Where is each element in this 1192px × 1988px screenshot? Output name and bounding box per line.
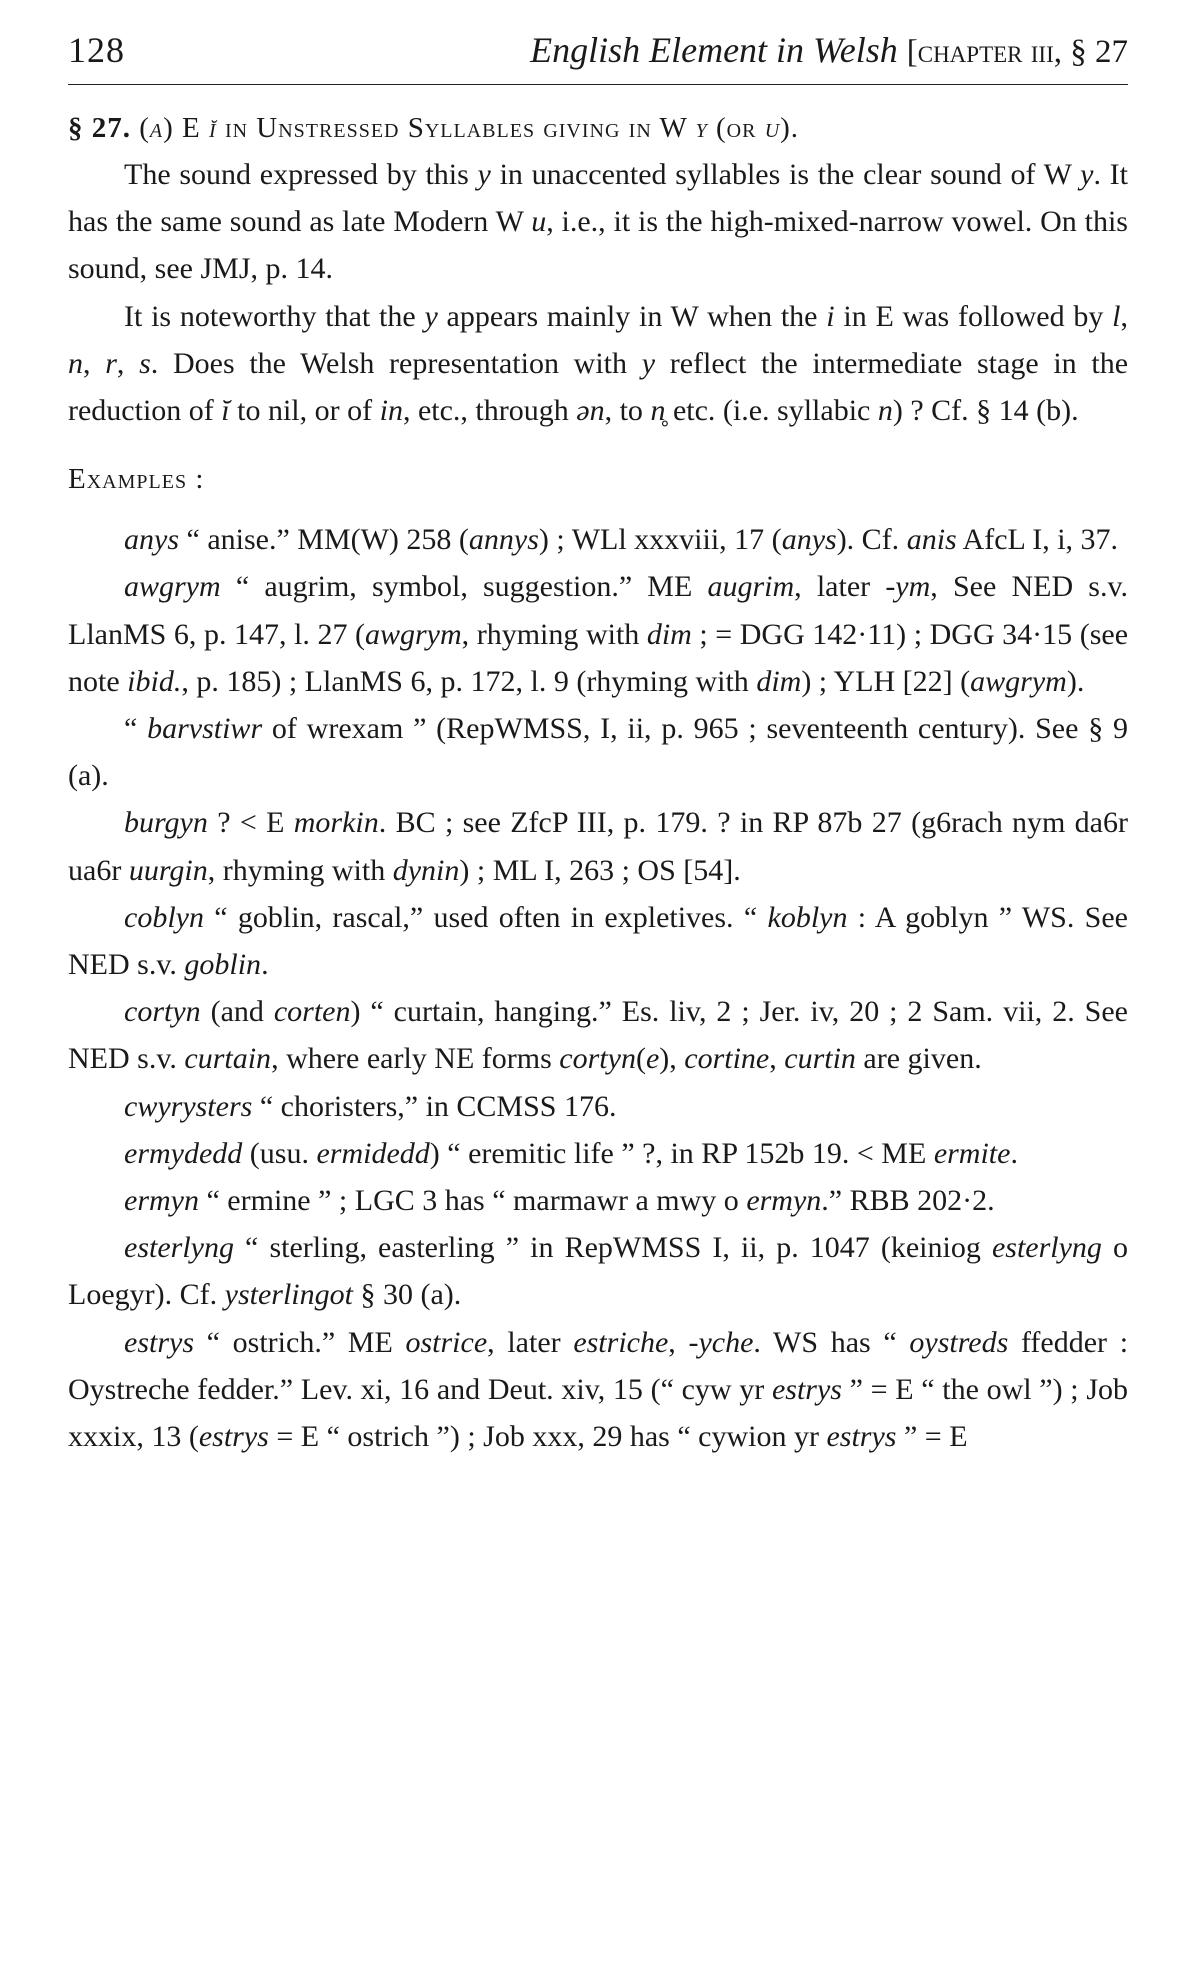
example-entry-awgrym: awgrym “ augrim, symbol, suggestion.” ME augrim, later -ym, See NED s.v. LlanMS 6, p. 147, l. 27 (awgrym, rhyming with dim ; = DGG 142·11) ; DGG 34·15 (see note ibid., p. 185) ; LlanMS 6, p. 172, l. 9 (rhyming with dim) ; YLH [22] (awgrym). bbox=[68, 570, 1129, 698]
chapter-reference: [chapter iii, § 27 bbox=[906, 34, 1128, 70]
example-entry-cwyrysters: cwyrysters “ choristers,” in CCMSS 176. bbox=[124, 1089, 617, 1123]
example-entry-estrys: estrys “ ostrich.” ME ostrice, later estriche, -yche. WS has “ oystreds ffedder : Oystreche fedder.” Lev. xi, 16 and Deut. xiv, 15 (“ cyw yr estrys ” = E “ the owl ”) ; Job xxxix, 13 (estrys = E “ ostrich ”) ; Job xxx, 29 has “ cywion yr estrys ” = E bbox=[68, 1325, 1129, 1454]
example-entry-cortyn: cortyn (and corten) “ curtain, hanging.” Es. liv, 2 ; Jer. iv, 20 ; 2 Sam. vii, 2. See NED s.v. curtain, where early NE forms cortyn(e), cortine, curtin are given. bbox=[68, 995, 1128, 1076]
example-entry-barvstiwr: “ barvstiwr of wrexam ” (RepWMSS, I, ii, p. 965 ; seventeenth century). See § 9 (a). bbox=[68, 712, 1128, 793]
intro-paragraph: The sound expressed by this y in unaccented syllables is the clear sound of W y. It has the same sound as late Modern W u, i.e., it is the high-mixed-narrow vowel. On this sound, see JMJ, p. 14. bbox=[68, 158, 1128, 286]
example-entry-esterlyng: esterlyng “ sterling, easterling ” in RepWMSS I, ii, p. 1047 (keiniog esterlyng o Loegyr). Cf. ysterlingot § 30 (a). bbox=[68, 1231, 1129, 1312]
example-entries bbox=[68, 516, 1128, 1460]
intro-paragraph: It is noteworthy that the y appears mainly in W when the i in E was followed by l, n, r, s. Does the Welsh representation with y reflect the intermediate stage in the reduction of ĭ to nil, or of in, etc., through ən, to n̥ etc. (i.e. syllabic n) ? Cf. § 14 (b). bbox=[68, 299, 1129, 428]
example-entry-burgyn: burgyn ? < E morkin. BC ; see ZfcP III, p. 179. ? in RP 87b 27 (g6rach nym da6r ua6r uurgin, rhyming with dynin) ; ML I, 263 ; OS [54]. bbox=[68, 806, 1128, 887]
example-entry-ermyn: ermyn “ ermine ” ; LGC 3 has “ marmawr a mwy o ermyn.” RBB 202·2. bbox=[124, 1184, 995, 1218]
intro bbox=[68, 151, 1128, 434]
examples-heading: Examples : bbox=[68, 463, 205, 496]
running-title bbox=[530, 28, 1128, 74]
section-heading bbox=[68, 105, 1128, 151]
running-title-text: English Element in Welsh bbox=[530, 30, 898, 70]
page bbox=[68, 0, 1128, 1460]
example-entry-ermydedd: ermydedd (usu. ermidedd) “ eremitic life ” ?, in RP 152b 19. < ME ermite. bbox=[124, 1136, 1018, 1170]
example-entry-coblyn: coblyn “ goblin, rascal,” used often in expletives. “ koblyn : A goblyn ” WS. See NED s.v. goblin. bbox=[68, 900, 1128, 982]
section-title: (a) E ĭ in Unstressed Syllables giving in W y (or u). bbox=[139, 112, 800, 144]
example-entry-anys: anys “ anise.” MM(W) 258 (annys) ; WLl xxxviii, 17 (anys). Cf. anis AfcL I, i, 37. bbox=[124, 523, 1119, 557]
section-number: § 27. bbox=[68, 112, 131, 144]
page-number: 128 bbox=[68, 30, 125, 70]
running-header bbox=[68, 28, 1128, 85]
